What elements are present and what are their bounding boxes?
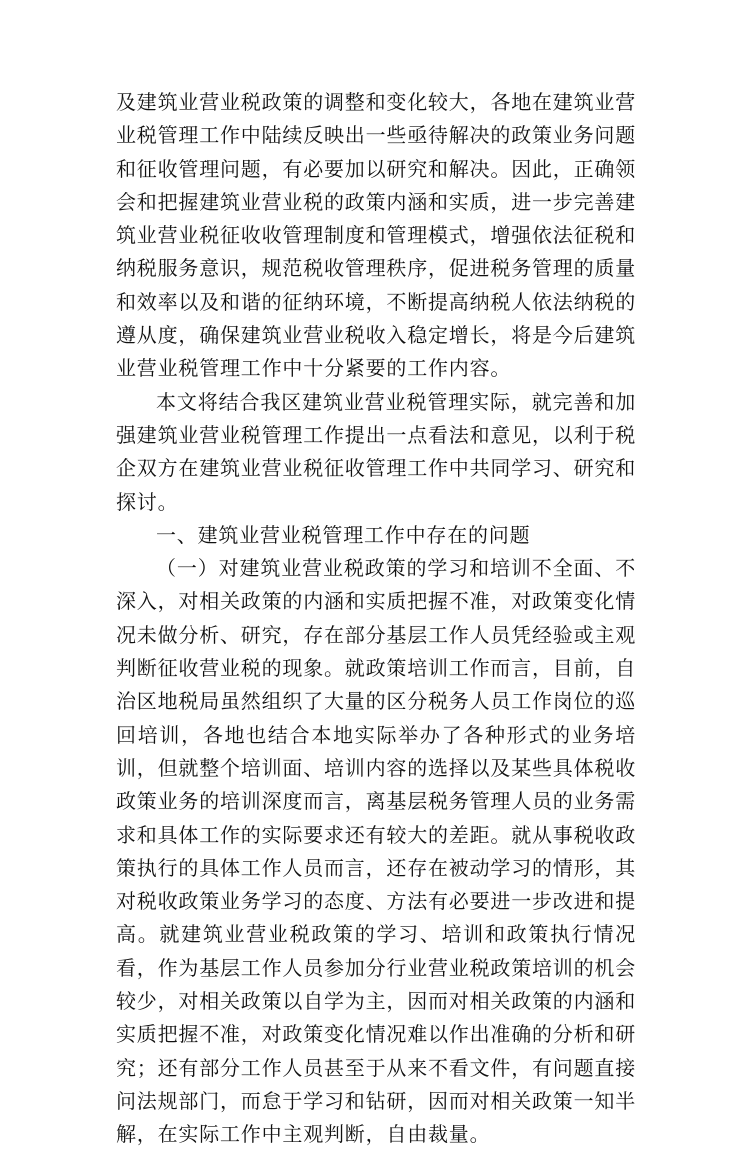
paragraph-continuation: 及建筑业营业税政策的调整和变化较大，各地在建筑业营业税管理工作中陆续反映出一些亟待解决的政策业务问题和征收管理问题，有必要加以研究和解决。因此，正确领会和把握建筑业营业税的政策内涵和实质，进一步完善建筑业营业税征收收管理制度和管理模式，增强依法征税和纳税服务意识，规范税收管理秩序，促进税务管理的质量和效率以及和谐的征纳环境，不断提高纳税人依法纳税的遵从度，确保建筑业营业税收入稳定增长，将是今后建筑业营业税管理工作中十分紧要的工作内容。 — [116, 90, 636, 381]
paragraph-issue-one: （一）对建筑业营业税政策的学习和培训不全面、不深入，对相关政策的内涵和实质把握不准，对政策变化情况未做分析、研究，存在部分基层工作人员凭经验或主观判断征收营业税的现象。就政策培训工作而言，目前，自治区地税局虽然组织了大量的区分税务人员工作岗位的巡回培训，各地也结合本地实际举办了各种形式的业务培训，但就整个培训面、培训内容的选择以及某些具体税收政策业务的培训深度而言，离基层税务管理人员的业务需求和具体工作的实际要求还有较大的差距。就从事税收政策执行的具体工作人员而言，还存在被动学习的情形，其对税收政策业务学习的态度、方法有必要进一步改进和提高。就建筑业营业税政策的学习、培训和政策执行情况看，作为基层工作人员参加分行业营业税政策培训的机会较少，对相关政策以自学为主，因而对相关政策的内涵和实质把握不准，对政策变化情况难以作出准确的分析和研究；还有部分工作人员甚至于从来不看文件，有问题直接问法规部门，而怠于学习和钻研，因而对相关政策一知半解，在实际工作中主观判断，自由裁量。 — [116, 556, 636, 1147]
document-body — [116, 86, 636, 1152]
paragraph-introduction: 本文将结合我区建筑业营业税管理实际，就完善和加强建筑业营业税管理工作提出一点看法和意见，以利于税企双方在建筑业营业税征收管理工作中共同学习、研究和探讨。 — [116, 389, 636, 514]
section-heading: 一、建筑业营业税管理工作中存在的问题 — [156, 522, 531, 547]
